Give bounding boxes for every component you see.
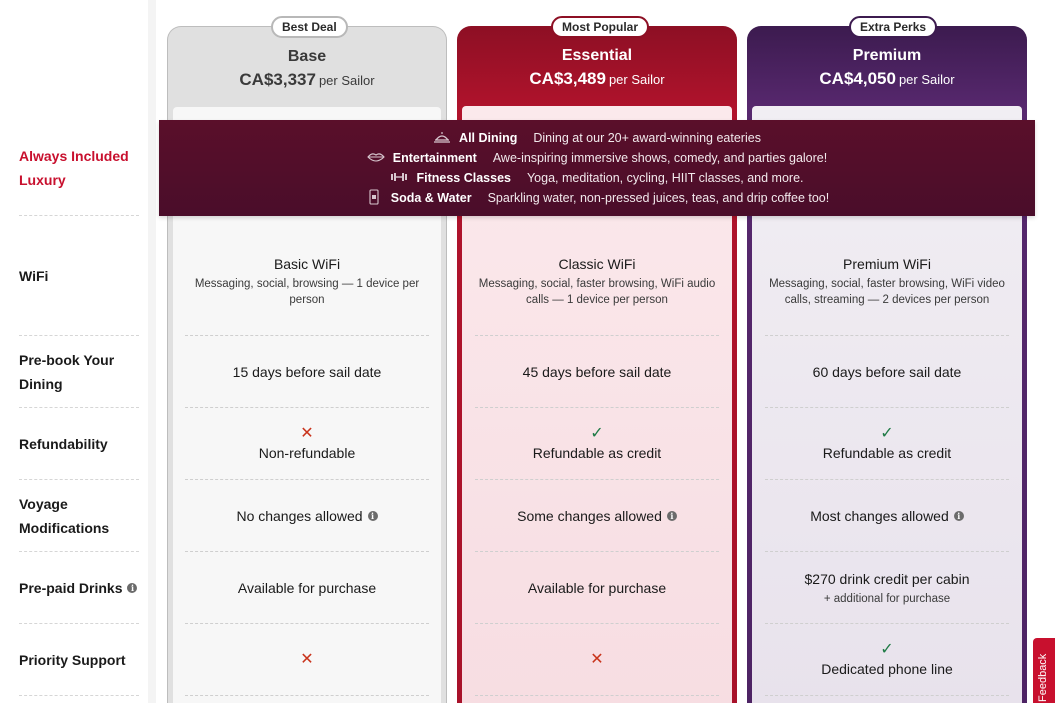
per-sailor-label: per Sailor	[608, 72, 665, 87]
row-divider	[19, 335, 139, 336]
voyage-value: Most changes allowed	[810, 507, 949, 524]
row-divider	[19, 215, 139, 216]
support-cell-essential	[475, 624, 719, 695]
per-sailor-label: per Sailor	[898, 72, 955, 87]
refund-cell-essential	[475, 408, 719, 479]
voyage-cell-base	[185, 480, 429, 551]
drinks-subtext: + additional for purchase	[823, 592, 951, 605]
column-gutter	[148, 0, 156, 703]
row-divider	[19, 551, 139, 552]
cross-icon: ✕	[300, 650, 314, 668]
plan-name: Essential	[561, 47, 633, 64]
row-divider	[19, 479, 139, 480]
wifi-description: Messaging, social, browsing — 1 device per person	[194, 278, 420, 306]
refund-value: Refundable as credit	[532, 444, 662, 461]
wifi-title: Basic WiFi	[273, 256, 341, 272]
refund-cell-base	[185, 408, 429, 479]
cell-divider	[185, 695, 429, 696]
row-label-refundability: Refundability	[19, 436, 108, 452]
extra-perks-badge: Extra Perks	[849, 16, 937, 38]
prebook-value: 45 days before sail date	[522, 363, 672, 380]
drinks-cell-essential	[475, 552, 719, 623]
prebook-cell-essential	[475, 336, 719, 407]
row-label-always-included: Always Included Luxury	[19, 148, 129, 188]
plan-name: Base	[287, 48, 327, 65]
row-label-voyage-modifications: Voyage Modifications	[19, 496, 110, 536]
drinks-value: Available for purchase	[527, 579, 667, 596]
included-desc: Awe-inspiring immersive shows, comedy, and parties galore!	[492, 151, 828, 165]
row-divider	[19, 695, 139, 696]
included-item-dining	[159, 128, 1035, 148]
drinks-value: $270 drink credit per cabin	[804, 570, 970, 587]
wifi-title: Premium WiFi	[843, 256, 931, 272]
cross-icon: ✕	[590, 650, 604, 668]
drinks-value: Available for purchase	[237, 579, 377, 596]
best-deal-badge: Best Deal	[271, 16, 348, 38]
plan-price: CA$4,050	[819, 69, 896, 88]
dining-icon	[433, 131, 451, 146]
check-icon: ✓	[590, 424, 604, 442]
prebook-value: 15 days before sail date	[232, 363, 382, 380]
plan-price: CA$3,337	[239, 70, 316, 89]
drinks-cell-base	[185, 552, 429, 623]
drinks-cell-premium	[765, 552, 1009, 623]
plan-price-row	[747, 69, 1027, 89]
row-label-prepaid-drinks	[19, 576, 139, 600]
prebook-cell-premium	[765, 336, 1009, 407]
prebook-value: 60 days before sail date	[812, 363, 962, 380]
plan-name: Premium	[852, 47, 922, 64]
included-title: Fitness Classes	[416, 171, 511, 185]
feedback-label: Feedback	[1037, 653, 1049, 702]
most-popular-badge: Most Popular	[551, 16, 649, 38]
included-desc: Sparkling water, non-pressed juices, teas, and drip coffee too!	[487, 191, 830, 205]
row-label-prebook-dining: Pre-book Your Dining	[19, 352, 115, 392]
info-icon[interactable]: i	[368, 511, 378, 521]
wifi-description: Messaging, social, faster browsing, WiFi audio calls — 1 device per person	[478, 278, 716, 306]
info-icon[interactable]: i	[954, 511, 964, 521]
info-icon[interactable]: i	[667, 511, 677, 521]
support-cell-premium	[765, 624, 1009, 695]
included-item-soda-water	[159, 188, 1035, 208]
included-title: All Dining	[459, 131, 518, 145]
cell-divider	[765, 695, 1009, 696]
included-item-entertainment	[159, 148, 1035, 168]
plan-price-row	[168, 70, 446, 90]
cell-divider	[475, 695, 719, 696]
row-divider	[19, 407, 139, 408]
plan-price: CA$3,489	[529, 69, 606, 88]
included-title: Soda & Water	[390, 191, 472, 205]
refund-value: Non-refundable	[258, 444, 356, 461]
wifi-cell-premium	[765, 236, 1009, 326]
check-icon: ✓	[880, 424, 894, 442]
support-cell-base	[185, 624, 429, 695]
support-value: Dedicated phone line	[821, 660, 953, 677]
row-label-prepaid-drinks-text: Pre-paid Drinks	[19, 580, 123, 596]
info-icon[interactable]: i	[127, 583, 137, 593]
always-included-panel	[159, 120, 1035, 216]
refund-cell-premium	[765, 408, 1009, 479]
check-icon: ✓	[880, 640, 894, 658]
voyage-cell-essential	[475, 480, 719, 551]
wifi-cell-base	[185, 236, 429, 326]
included-desc: Dining at our 20+ award-winning eateries	[533, 131, 761, 145]
dumbbell-icon	[390, 171, 408, 185]
row-label-wifi: WiFi	[19, 268, 49, 284]
lips-icon	[367, 151, 385, 165]
included-desc: Yoga, meditation, cycling, HIIT classes, and more.	[526, 171, 804, 185]
wifi-description: Messaging, social, faster browsing, WiFi video calls, streaming — 2 devices per person	[769, 278, 1005, 306]
voyage-cell-premium	[765, 480, 1009, 551]
cup-icon	[365, 189, 383, 208]
row-labels-column	[0, 0, 148, 703]
plan-price-row	[457, 69, 737, 89]
feedback-tab[interactable]	[1033, 638, 1055, 703]
per-sailor-label: per Sailor	[318, 73, 375, 88]
prebook-cell-base	[185, 336, 429, 407]
voyage-value: No changes allowed	[236, 507, 363, 524]
row-label-priority-support: Priority Support	[19, 652, 126, 668]
wifi-title: Classic WiFi	[558, 256, 636, 272]
included-item-fitness	[159, 168, 1035, 188]
row-divider	[19, 623, 139, 624]
refund-value: Refundable as credit	[822, 444, 952, 461]
wifi-cell-essential	[475, 236, 719, 326]
voyage-value: Some changes allowed	[517, 507, 662, 524]
included-title: Entertainment	[392, 151, 477, 165]
cross-icon: ✕	[300, 424, 314, 442]
